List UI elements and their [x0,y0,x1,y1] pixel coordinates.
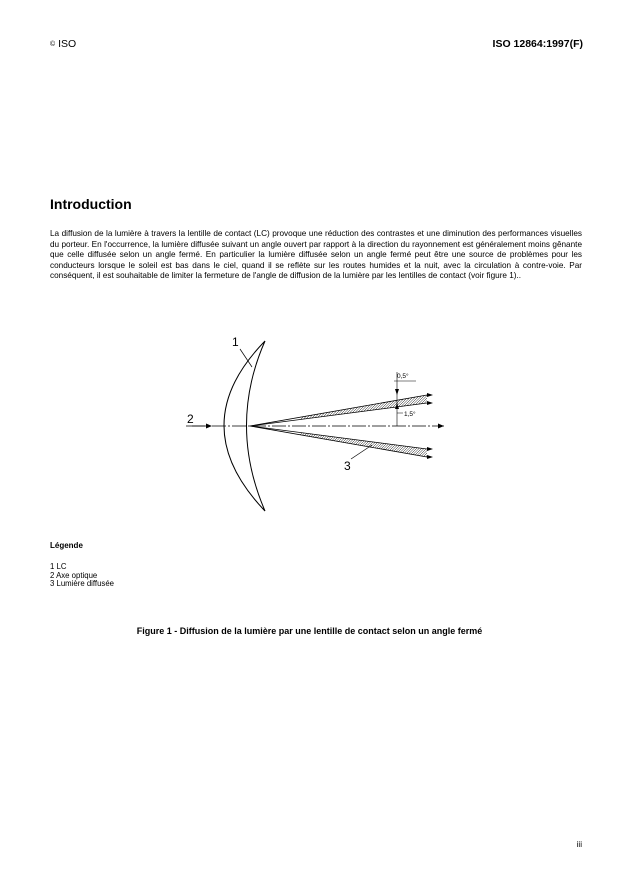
leader-line-scatter [351,445,372,459]
header-copyright [50,38,76,50]
legend-list [50,563,114,589]
section-title: Introduction [50,196,132,212]
copyright-symbol: © [50,41,56,48]
legend-item: 2 Axe optique [50,570,98,580]
label-angle-small: 0,5° [397,373,409,380]
lower-scatter-cone [250,426,433,459]
optical-axis-arrow-right [438,424,444,429]
figure-caption: Figure 1 - Diffusion de la lumière par une lentille de contact selon un angle fermé [136,626,483,636]
lens-scatter-diagram [170,330,460,520]
legend-item: 1 LC [50,562,67,571]
label-angle-large: 1,5° [404,411,416,418]
label-optical-axis: 2 [187,412,194,426]
standard-id: ISO 12864:1997(F) [492,38,583,50]
legend-title: Légende [50,541,83,550]
label-scatter: 3 [344,459,351,473]
label-lens: 1 [232,335,239,349]
legend-item: 3 Lumière diffusée [50,579,115,589]
copyright-owner: ISO [58,38,77,50]
page-number: iii [576,840,582,849]
upper-scatter-cone [250,393,433,426]
intro-paragraph: La diffusion de la lumière à travers la lentille de contact (LC) provoque une réduction des contrastes et une diminution des performances visuelles du porteur. En l'occurrence, la lumière diffusée suivant un angle ouvert par rapport à la direction du rayonnement est généralement moins gênante que celle diffusée selon un angle fermé. En particulier la lumière diffusée selon un angle fermé peut être une source de problèmes pour les conducteurs lorsque le soleil est bas dans le ciel, quand il se reflète sur les routes humides et la nuit, avec la circulation à contre-voie. Par conséquent, il est souhaitable de limiter la fermeture de l'angle de diffusion de la lumière par les lentilles de contact (voir figure 1).. [50,229,582,281]
optical-axis-arrow-left [206,424,212,429]
